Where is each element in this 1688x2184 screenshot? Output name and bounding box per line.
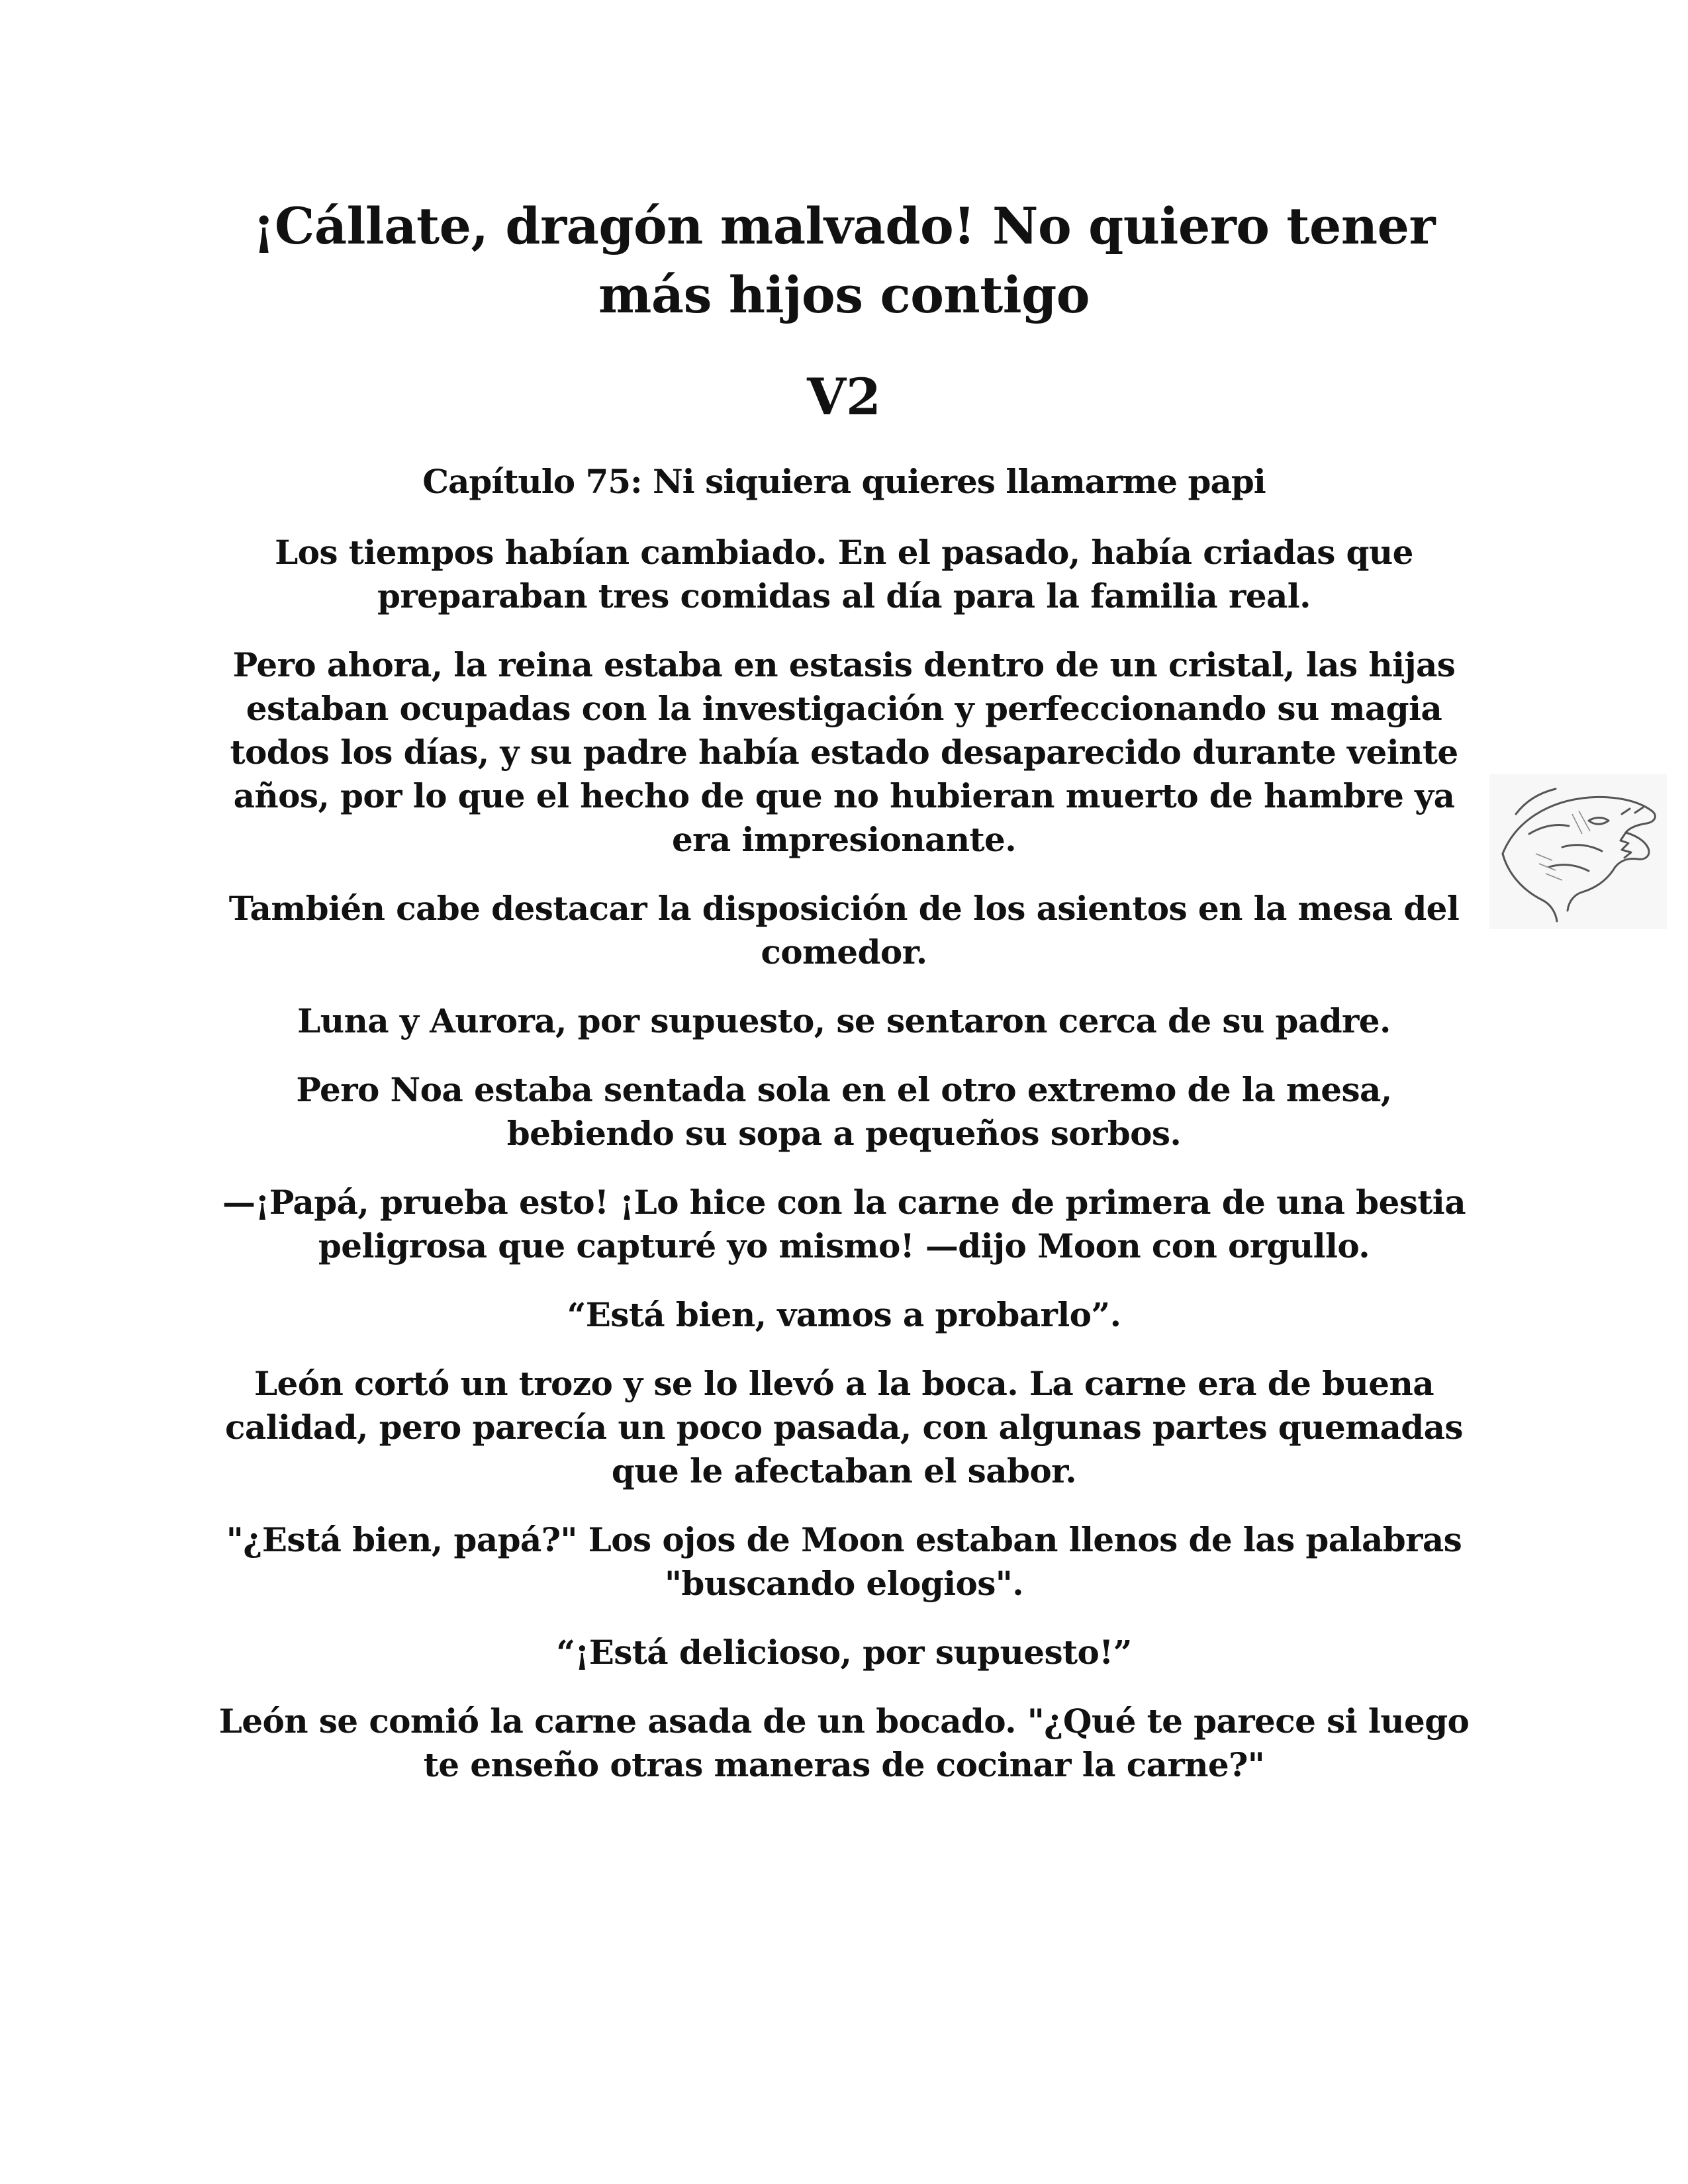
paragraph: Los tiempos habían cambiado. En el pasado, había criadas que preparaban tres comidas al día para la familia real. (275, 533, 1413, 615)
paragraph: —¡Papá, prueba esto! ¡Lo hice con la carne de primera de una bestia peligrosa que capturé yo mismo! —dijo Moon con orgullo. (222, 1183, 1466, 1265)
paragraph: León se comió la carne asada de un bocado. "¿Qué te parece si luego te enseño otras maneras de cocinar la carne?" (218, 1702, 1470, 1784)
paragraph: León cortó un trozo y se lo llevó a la boca. La carne era de buena calidad, pero parecía un poco pasada, con algunas partes quemadas que le afectaban el sabor. (225, 1364, 1463, 1490)
chapter-heading: Capítulo 75: Ni siquiera quieres llamarme papi (422, 462, 1266, 501)
paragraph: También cabe destacar la disposición de los asientos en la mesa del comedor. (228, 889, 1460, 972)
paragraph: Luna y Aurora, por supuesto, se sentaron cerca de su padre. (297, 1001, 1391, 1040)
paragraph: "¿Está bien, papá?" Los ojos de Moon estaban llenos de las palabras "buscando elogios". (226, 1520, 1462, 1603)
paragraph: Pero Noa estaba sentada sola en el otro extremo de la mesa, bebiendo su sopa a pequeños sorbos. (296, 1070, 1392, 1153)
paragraph: Pero ahora, la reina estaba en estasis dentro de un cristal, las hijas estaban ocupadas con la investigación y perfeccionando su magia todos los días, y su padre había estado desaparecido durante veinte años, por lo que el hecho de que no hubieran muerto de hambre ya era impresionante. (230, 645, 1458, 859)
paragraph: “¡Está delicioso, por supuesto!” (556, 1633, 1132, 1672)
dragon-head-sketch-icon (1489, 774, 1667, 929)
chapter-body (218, 531, 1470, 1812)
paragraph: “Está bien, vamos a probarlo”. (567, 1295, 1121, 1334)
volume-label: V2 (807, 367, 881, 426)
book-title: ¡Cállate, dragón malvado! No quiero tener más hijos contigo (252, 197, 1436, 324)
